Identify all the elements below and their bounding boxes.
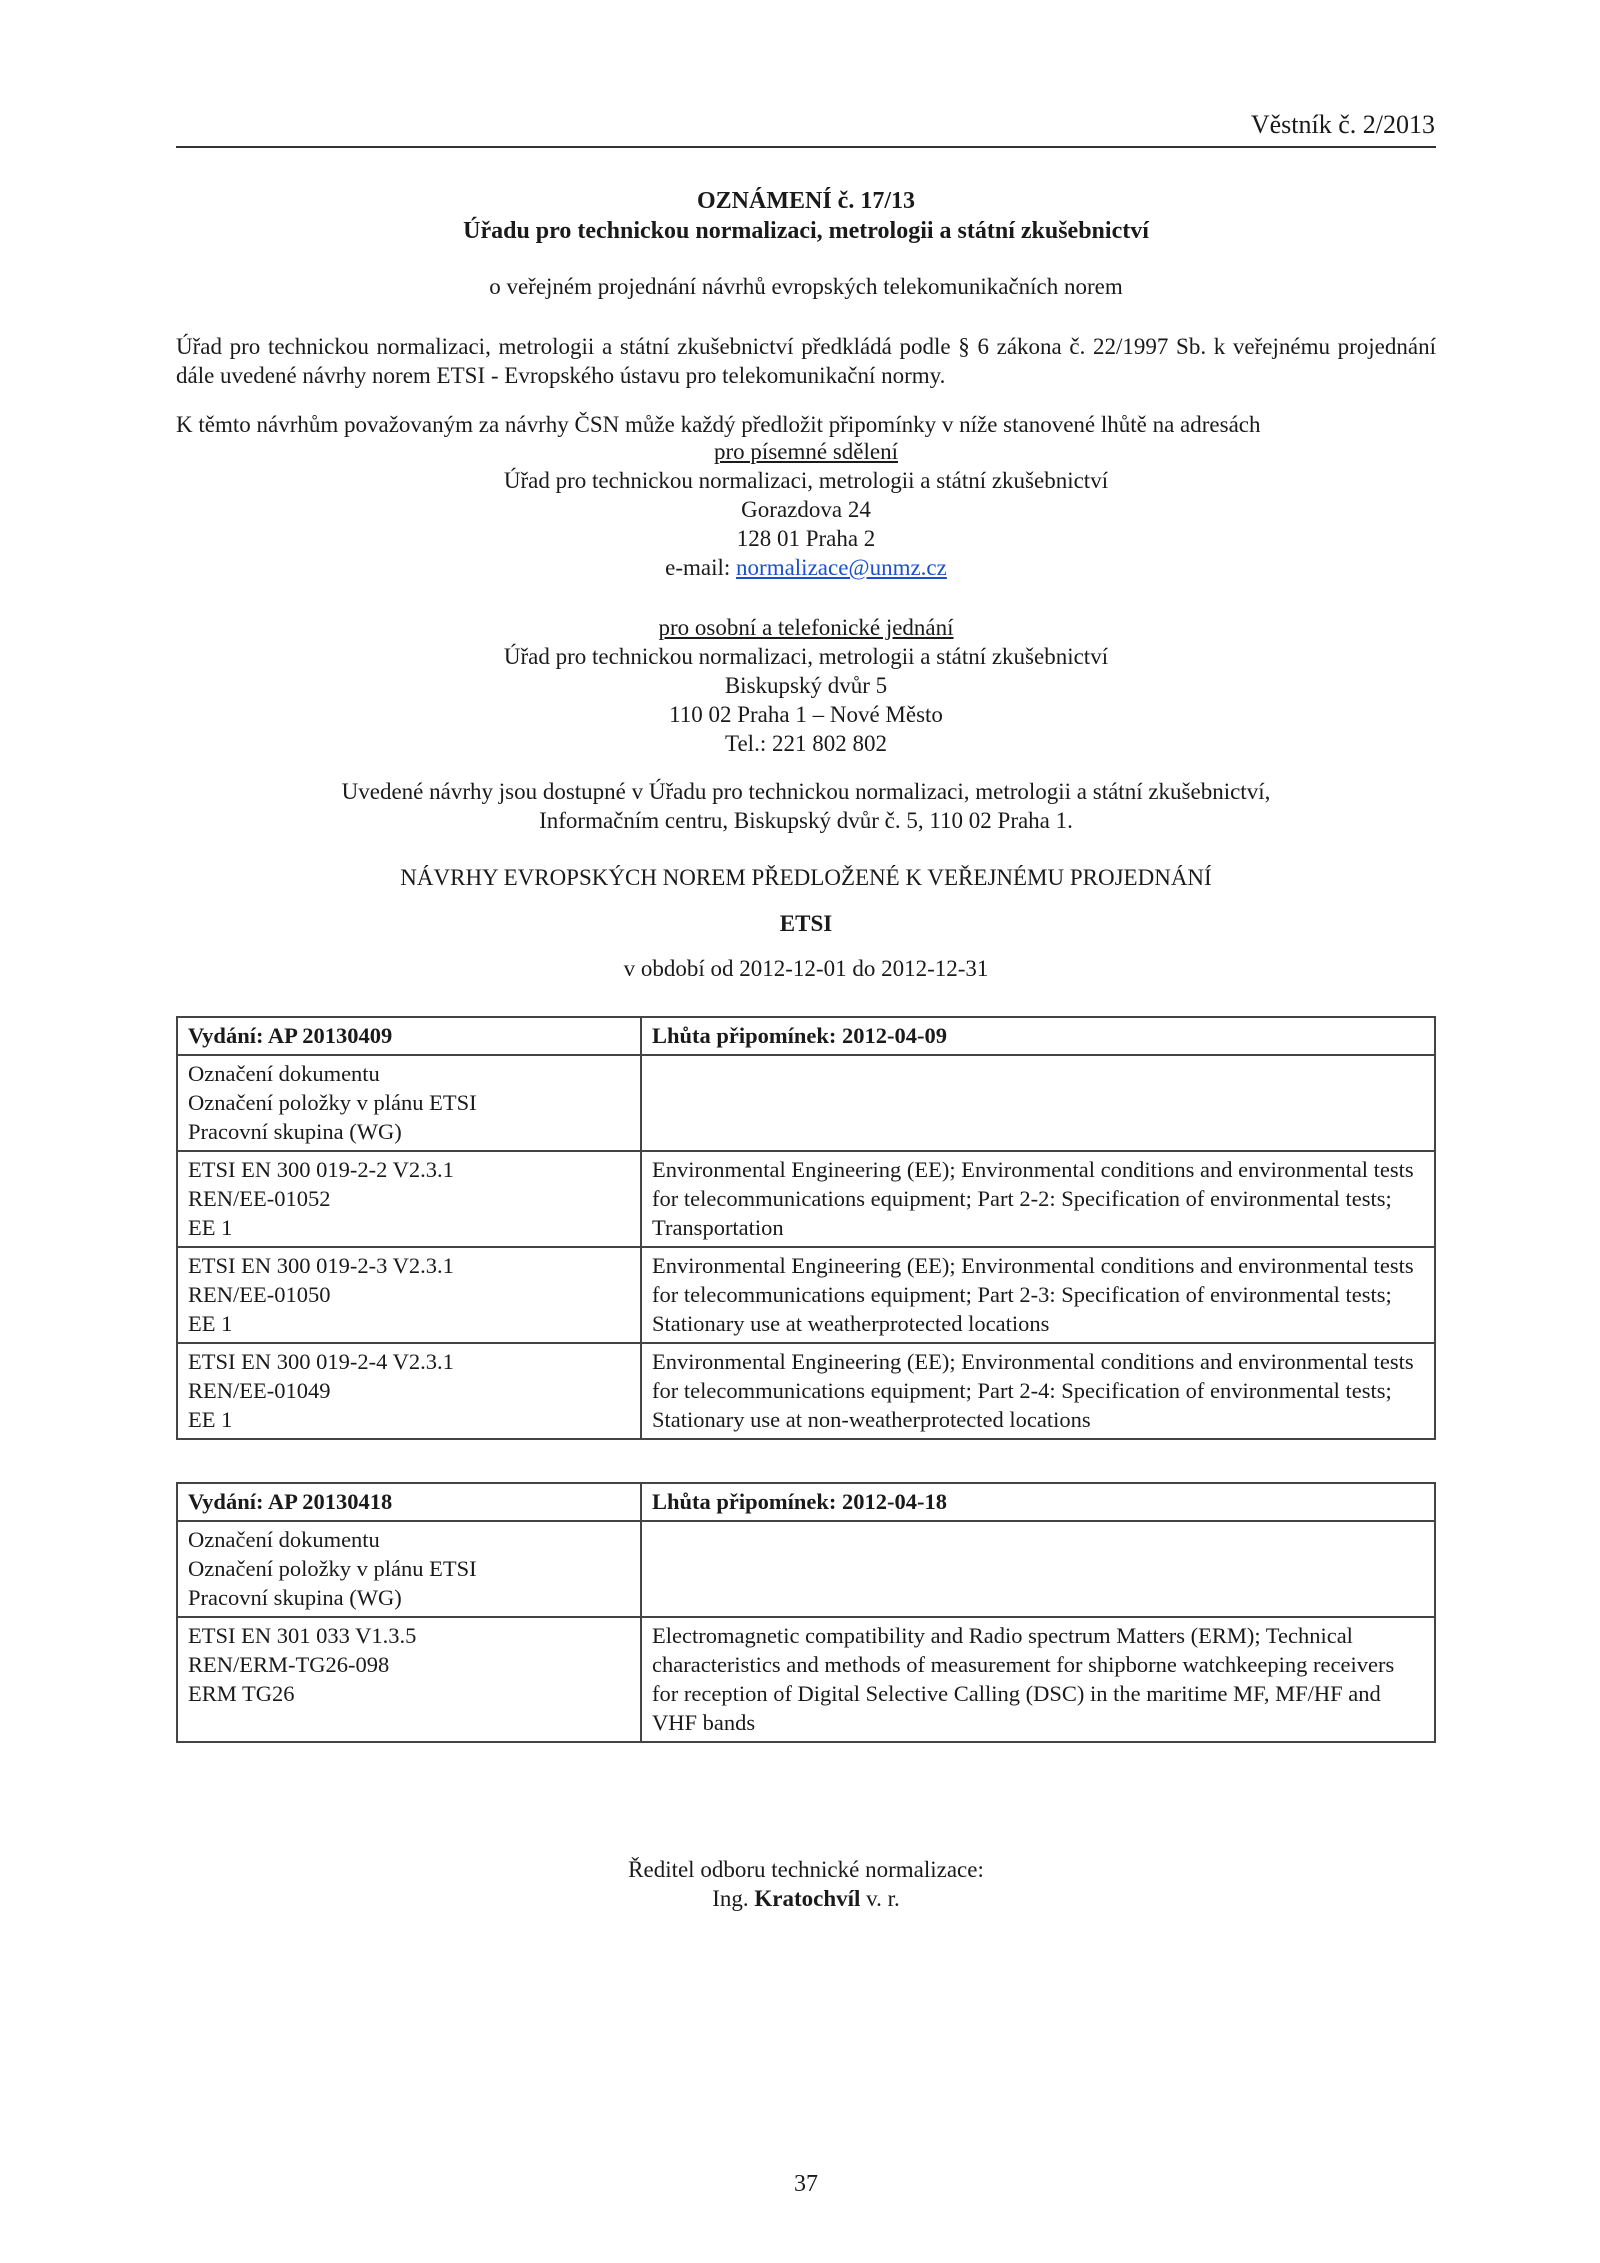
table-header-row bbox=[177, 1017, 1435, 1055]
proposals-table bbox=[176, 1482, 1436, 1743]
table-legend bbox=[177, 1521, 641, 1617]
section-org: ETSI bbox=[779, 911, 833, 936]
legend-wg: Pracovní skupina (WG) bbox=[188, 1119, 402, 1144]
wg-id: EE 1 bbox=[188, 1311, 233, 1336]
signature-line bbox=[176, 1884, 1436, 1913]
table-row bbox=[177, 1617, 1435, 1742]
address-personal-org: Úřad pro technickou normalizaci, metrologii a státní zkušebnictví bbox=[503, 644, 1109, 669]
doc-id: ETSI EN 301 033 V1.3.5 bbox=[188, 1623, 417, 1648]
announcement-subtitle: o veřejném projednání návrhů evropských telekomunikačních norem bbox=[489, 274, 1123, 299]
wg-id: EE 1 bbox=[188, 1407, 233, 1432]
doc-title: Environmental Engineering (EE); Environmental conditions and environmental tests for telecommunications equipment; Part 2-4: Specification of environmental tests; Stationary use at non-weatherprotected locations bbox=[641, 1343, 1435, 1439]
table-deadline: Lhůta připomínek: 2012-04-18 bbox=[641, 1483, 1435, 1521]
page-number: 37 bbox=[794, 2171, 818, 2197]
signature-suffix: v. r. bbox=[860, 1886, 900, 1911]
intro-paragraph: Úřad pro technickou normalizaci, metrologii a státní zkušebnictví předkládá podle § 6 zákona č. 22/1997 Sb. k veřejnému projednání dále uvedené návrhy norem ETSI - Evropského ústavu pro telekomunikační normy. bbox=[176, 334, 1436, 388]
address-written-street: Gorazdova 24 bbox=[741, 497, 871, 522]
legend-item: Označení položky v plánu ETSI bbox=[188, 1556, 477, 1581]
address-personal-city: 110 02 Praha 1 – Nové Město bbox=[669, 702, 943, 727]
doc-title: Environmental Engineering (EE); Environmental conditions and environmental tests for telecommunications equipment; Part 2-3: Specification of environmental tests; Stationary use at weatherprotected locations bbox=[641, 1247, 1435, 1343]
item-id: REN/ERM-TG26-098 bbox=[188, 1652, 390, 1677]
row-ids bbox=[177, 1343, 641, 1439]
header-rule bbox=[176, 146, 1436, 148]
row-ids bbox=[177, 1151, 641, 1247]
legend-empty-cell bbox=[641, 1055, 1435, 1151]
table-header-row bbox=[177, 1483, 1435, 1521]
legend-doc: Označení dokumentu bbox=[188, 1527, 380, 1552]
item-id: REN/EE-01049 bbox=[188, 1378, 331, 1403]
section-heading: NÁVRHY EVROPSKÝCH NOREM PŘEDLOŽENÉ K VEŘEJNÉMU PROJEDNÁNÍ bbox=[400, 865, 1212, 890]
announcement-title: OZNÁMENÍ č. 17/13 bbox=[697, 188, 915, 214]
legend-item: Označení položky v plánu ETSI bbox=[188, 1090, 477, 1115]
proposals-table bbox=[176, 1016, 1436, 1440]
doc-title: Electromagnetic compatibility and Radio spectrum Matters (ERM); Technical characteristics and methods of measurement for shipborne watchkeeping receivers for reception of Digital Selective Calling (DSC) in the maritime MF, MF/HF and VHF bands bbox=[641, 1617, 1435, 1742]
address-personal bbox=[176, 613, 1436, 758]
address-written-org: Úřad pro technickou normalizaci, metrologii a státní zkušebnictví bbox=[503, 468, 1109, 493]
table-legend bbox=[177, 1055, 641, 1151]
email-label: e-mail: bbox=[665, 555, 737, 580]
row-ids bbox=[177, 1617, 641, 1742]
address-written-city: 128 01 Praha 2 bbox=[736, 526, 876, 551]
email-link[interactable]: normalizace@unmz.cz bbox=[736, 555, 947, 580]
address-personal-label: pro osobní a telefonické jednání bbox=[658, 615, 954, 640]
table-legend-row bbox=[177, 1521, 1435, 1617]
address-written bbox=[176, 437, 1436, 582]
doc-title: Environmental Engineering (EE); Environmental conditions and environmental tests for telecommunications equipment; Part 2-2: Specification of environmental tests; Transportation bbox=[641, 1151, 1435, 1247]
doc-id: ETSI EN 300 019-2-4 V2.3.1 bbox=[188, 1349, 454, 1374]
item-id: REN/EE-01052 bbox=[188, 1186, 331, 1211]
address-personal-street: Biskupský dvůr 5 bbox=[724, 673, 888, 698]
office-name: Úřadu pro technickou normalizaci, metrologii a státní zkušebnictví bbox=[463, 218, 1149, 244]
comments-paragraph: K těmto návrhům považovaným za návrhy ČSN může každý předložit připomínky v níže stanovené lhůtě na adresách bbox=[176, 412, 1261, 437]
availability-note bbox=[176, 777, 1436, 835]
availability-line2: Informačním centru, Biskupský dvůr č. 5, 110 02 Praha 1. bbox=[539, 808, 1073, 833]
address-written-email-line bbox=[176, 553, 1436, 582]
section-period: v období od 2012-12-01 do 2012-12-31 bbox=[623, 956, 989, 981]
legend-wg: Pracovní skupina (WG) bbox=[188, 1585, 402, 1610]
signature-name: Kratochvíl bbox=[754, 1886, 861, 1911]
row-ids bbox=[177, 1247, 641, 1343]
wg-id: EE 1 bbox=[188, 1215, 233, 1240]
signature-block bbox=[176, 1855, 1436, 1913]
table-row bbox=[177, 1247, 1435, 1343]
wg-id: ERM TG26 bbox=[188, 1681, 295, 1706]
signature-role: Ředitel odboru technické normalizace: bbox=[628, 1857, 984, 1882]
doc-id: ETSI EN 300 019-2-2 V2.3.1 bbox=[188, 1157, 454, 1182]
address-personal-phone: Tel.: 221 802 802 bbox=[725, 731, 887, 756]
table-row bbox=[177, 1151, 1435, 1247]
table-legend-row bbox=[177, 1055, 1435, 1151]
availability-line1: Uvedené návrhy jsou dostupné v Úřadu pro technickou normalizaci, metrologii a státní zkušebnictví, bbox=[341, 779, 1271, 804]
table-row bbox=[177, 1343, 1435, 1439]
table-issue: Vydání: AP 20130418 bbox=[177, 1483, 641, 1521]
journal-header: Věstník č. 2/2013 bbox=[1250, 110, 1435, 139]
legend-empty-cell bbox=[641, 1521, 1435, 1617]
table-issue: Vydání: AP 20130409 bbox=[177, 1017, 641, 1055]
signature-prefix: Ing. bbox=[712, 1886, 755, 1911]
doc-id: ETSI EN 300 019-2-3 V2.3.1 bbox=[188, 1253, 454, 1278]
address-written-label: pro písemné sdělení bbox=[714, 439, 898, 464]
legend-doc: Označení dokumentu bbox=[188, 1061, 380, 1086]
item-id: REN/EE-01050 bbox=[188, 1282, 331, 1307]
table-deadline: Lhůta připomínek: 2012-04-09 bbox=[641, 1017, 1435, 1055]
